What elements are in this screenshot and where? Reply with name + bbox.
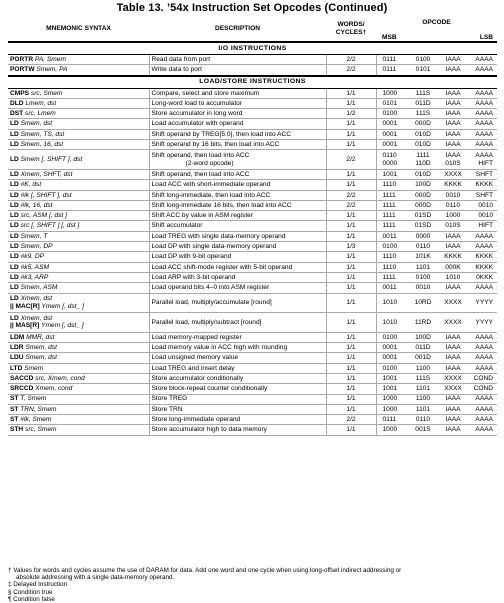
opcode-nibble-4: AAAA (466, 425, 497, 435)
mnemonic-cell: LD Xmem, dst || MAS[R] Ymem [, dst_ ] (8, 313, 149, 333)
opcode-nibble-3: XXXX (436, 373, 466, 383)
description-cell: Store block-repeat counter conditionally (149, 384, 326, 394)
opcode-nibble-4: KKKK (466, 252, 497, 262)
footnote-delayed: ‡ Delayed Instruction (8, 581, 68, 589)
opcode-nibble-3: IAAA (436, 119, 466, 129)
opcode-nibble-2: 1111 110D (406, 150, 436, 170)
opcode-nibble-3: IAAA (436, 109, 466, 119)
header-words-cycles: WORDS/ CYCLES† (326, 16, 376, 42)
table-row (8, 140, 497, 150)
opcode-nibble-3: IAAA (436, 404, 466, 414)
words-cycles-cell: 1/1 (326, 211, 376, 221)
opcode-nibble-3: IAAA (436, 394, 466, 404)
table-row (8, 242, 497, 252)
footnote-dagger: † Values for words and cycles assume the use of DARAM for data. Add one word and one cycle when using long-offset indirect addressing or (8, 567, 402, 574)
opcode-nibble-4: SHFT (466, 190, 497, 200)
words-cycles-cell: 1/1 (326, 293, 376, 313)
opcode-nibble-4: KKKK (466, 180, 497, 190)
opcode-nibble-2: 10RD (406, 293, 436, 313)
opcode-nibble-3: IAAA (436, 88, 466, 98)
opcode-nibble-1: 1110 (376, 180, 406, 190)
words-cycles-cell: 2/2 (326, 65, 376, 76)
opcode-nibble-4: AAAA (466, 109, 497, 119)
section-load-store-instructions: LOAD/STORE INSTRUCTIONS (8, 76, 497, 89)
description-cell: Parallel load, multiply/subtract [round] (149, 313, 326, 333)
opcode-nibble-4: AAAA (466, 119, 497, 129)
mnemonic-cell: LD Smem [, SHIFT ], dst (8, 150, 149, 170)
mnemonic-cell: LD Xmem, SHFT, dst (8, 169, 149, 179)
opcode-nibble-2: 1100 (406, 363, 436, 373)
opcode-nibble-2: 1101 (406, 404, 436, 414)
opcode-nibble-1: 1001 (376, 169, 406, 179)
opcode-nibble-1: 1110 (376, 252, 406, 262)
footnote-dagger-cont: absolute addressing with a single data-memory operand. (16, 574, 175, 582)
opcode-nibble-1: 1111 (376, 272, 406, 282)
opcode-nibble-1: 0100 (376, 109, 406, 119)
mnemonic-cell: ST #lk, Smem (8, 415, 149, 425)
opcode-nibble-4: AAAA (466, 332, 497, 342)
opcode-nibble-1: 1111 (376, 200, 406, 210)
opcode-nibble-3: IAAA (436, 242, 466, 252)
opcode-nibble-4: AAAA (466, 242, 497, 252)
mnemonic-cell: PORTW Smem, PA (8, 65, 149, 76)
opcode-nibble-4: AAAA (466, 88, 497, 98)
opcode-nibble-4: YYYY (466, 293, 497, 313)
opcode-nibble-2: 100D (406, 332, 436, 342)
words-cycles-cell: 1/1 (326, 272, 376, 282)
description-cell: Shift operand by 16 bits, then load into ACC (149, 140, 326, 150)
opcode-nibble-4: SHFT (466, 169, 497, 179)
table-row (8, 415, 497, 425)
description-cell: Compare, select and store maximum (149, 88, 326, 98)
table-row (8, 65, 497, 76)
opcode-nibble-2: 0110 (406, 242, 436, 252)
table-row (8, 425, 497, 435)
table-row (8, 98, 497, 108)
table-row (8, 169, 497, 179)
opcode-nibble-4: AAAA (466, 140, 497, 150)
opcode-nibble-3: 010S (436, 221, 466, 231)
opcode-nibble-2: 01SD (406, 221, 436, 231)
opcode-nibble-1: 1000 (376, 404, 406, 414)
opcode-nibble-3: IAAA (436, 353, 466, 363)
opcode-nibble-1: 0100 (376, 332, 406, 342)
opcode-nibble-2: 111S (406, 109, 436, 119)
table-row (8, 293, 497, 313)
mnemonic-cell: LD Smem, dst (8, 119, 149, 129)
table-row (8, 313, 497, 333)
words-cycles-cell: 1/1 (326, 88, 376, 98)
mnemonic-cell: SACCD src, Xmem, cond (8, 373, 149, 383)
description-cell: Store TRN (149, 404, 326, 414)
opcode-nibble-2: 000D (406, 200, 436, 210)
opcode-nibble-4: AAAA HIFT (466, 150, 497, 170)
opcode-nibble-2: 0110 (406, 415, 436, 425)
description-cell: Store accumulator high to data memory (149, 425, 326, 435)
opcode-nibble-4: 0KKK (466, 272, 497, 282)
table-row (8, 150, 497, 170)
opcode-nibble-4: 0010 (466, 211, 497, 221)
opcode-nibble-2: 000D (406, 119, 436, 129)
opcode-nibble-4: KKKK (466, 262, 497, 272)
description-cell: Load DP with single data-memory operand (149, 242, 326, 252)
mnemonic-cell: LD Smem, 16, dst (8, 140, 149, 150)
words-cycles-cell: 1/1 (326, 98, 376, 108)
description-cell: Shift accumulator (149, 221, 326, 231)
words-cycles-cell: 1/1 (326, 140, 376, 150)
opcode-nibble-4: 0010 (466, 200, 497, 210)
table-row (8, 221, 497, 231)
table-row (8, 272, 497, 282)
opcode-nibble-4: AAAA (466, 55, 497, 65)
opcode-nibble-2: 001D (406, 353, 436, 363)
description-cell: Store long-immediate operand (149, 415, 326, 425)
mnemonic-cell: LD #K, dst (8, 180, 149, 190)
words-cycles-cell: 1/1 (326, 262, 376, 272)
words-cycles-cell: 2/2 (326, 415, 376, 425)
opcode-nibble-1: 1110 (376, 262, 406, 272)
description-cell: Shift operand by TREG[5:0], then load into ACC (149, 129, 326, 139)
opcode-nibble-2: 100D (406, 180, 436, 190)
opcode-nibble-4: AAAA (466, 353, 497, 363)
opcode-nibble-4: COND (466, 384, 497, 394)
opcode-nibble-3: 0110 (436, 200, 466, 210)
mnemonic-cell: ST TRN, Smem (8, 404, 149, 414)
footnote-condition-true: § Condition true (8, 588, 53, 596)
words-cycles-cell: 1/1 (326, 353, 376, 363)
description-cell: Load operand bits 4–0 into ASM register (149, 283, 326, 293)
opcode-nibble-3: IAAA (436, 65, 466, 76)
description-cell: Load memory value in ACC high with rounding (149, 343, 326, 353)
opcode-nibble-3: IAAA (436, 415, 466, 425)
words-cycles-cell: 1/1 (326, 313, 376, 333)
table-row (8, 384, 497, 394)
mnemonic-cell: LD Smem, T (8, 231, 149, 241)
words-cycles-cell: 2/2 (326, 190, 376, 200)
opcode-nibble-1: 0001 (376, 343, 406, 353)
table-row (8, 129, 497, 139)
opcode-nibble-4: AAAA (466, 404, 497, 414)
table-row (8, 88, 497, 98)
words-cycles-cell: 2/2 (326, 200, 376, 210)
mnemonic-cell: LDM MMR, dst (8, 332, 149, 342)
opcode-nibble-2: 1101 (406, 262, 436, 272)
mnemonic-cell: ST T, Smem (8, 394, 149, 404)
opcode-nibble-2: 1101 (406, 384, 436, 394)
words-cycles-cell: 1/1 (326, 404, 376, 414)
opcode-nibble-1: 0011 (376, 283, 406, 293)
opcode-nibble-3: KKKK (436, 180, 466, 190)
opcode-nibble-3: XXXX (436, 293, 466, 313)
header-msb: MSB (376, 28, 406, 42)
opcode-nibble-4: YYYY (466, 313, 497, 333)
words-cycles-cell: 1/1 (326, 231, 376, 241)
table-row (8, 231, 497, 241)
table-row (8, 353, 497, 363)
description-cell: Shift long-immediate, then load into ACC (149, 190, 326, 200)
words-cycles-cell: 1/1 (326, 283, 376, 293)
table-row (8, 404, 497, 414)
opcode-nibble-1: 1010 (376, 313, 406, 333)
description-cell: Load TREG with single data-memory operand (149, 231, 326, 241)
opcode-nibble-3: KKKK (436, 252, 466, 262)
opcode-nibble-1: 0101 (376, 98, 406, 108)
opcode-nibble-4: AAAA (466, 98, 497, 108)
opcode-nibble-3: IAAA (436, 140, 466, 150)
mnemonic-cell: LD #k3, ARP (8, 272, 149, 282)
description-cell: Shift operand, then load into ACC (2-word opcode) (149, 150, 326, 170)
table-row (8, 211, 497, 221)
words-cycles-cell: 2/2 (326, 150, 376, 170)
opcode-nibble-3: XXXX (436, 384, 466, 394)
description-cell: Store TREG (149, 394, 326, 404)
opcode-nibble-1: 0100 (376, 242, 406, 252)
opcode-nibble-2: 011D (406, 98, 436, 108)
opcode-nibble-1: 1000 (376, 88, 406, 98)
opcode-nibble-3: 000K (436, 262, 466, 272)
words-cycles-cell: 1/1 (326, 119, 376, 129)
opcode-nibble-4: AAAA (466, 394, 497, 404)
description-cell: Write data to port (149, 65, 326, 76)
footnotes (8, 567, 498, 603)
words-cycles-cell: 1/1 (326, 425, 376, 435)
table-row (8, 332, 497, 342)
opcode-nibble-3: IAAA (436, 425, 466, 435)
words-cycles-cell: 1/1 (326, 221, 376, 231)
opcode-nibble-1: 1001 (376, 373, 406, 383)
description-cell: Load ACC shift-mode register with 5-bit operand (149, 262, 326, 272)
opcode-nibble-4: AAAA (466, 65, 497, 76)
words-cycles-cell: 1/1 (326, 129, 376, 139)
opcode-nibble-2: 111S (406, 88, 436, 98)
opcode-nibble-4: AAAA (466, 283, 497, 293)
mnemonic-cell: LD #k9, DP (8, 252, 149, 262)
description-cell: Load ARP with 3-bit operand (149, 272, 326, 282)
opcode-nibble-1: 0111 (376, 65, 406, 76)
words-cycles-cell: 2/2 (326, 55, 376, 65)
table-row (8, 190, 497, 200)
description-cell: Read data from port (149, 55, 326, 65)
table-row (8, 109, 497, 119)
opcode-nibble-1: 1001 (376, 384, 406, 394)
mnemonic-cell: LD #lk, 16, dst (8, 200, 149, 210)
words-cycles-cell: 1/1 (326, 394, 376, 404)
opcode-nibble-3: IAAA (436, 332, 466, 342)
table-row (8, 200, 497, 210)
opcode-nibble-2: 011D (406, 343, 436, 353)
opcode-nibble-3: IAAA (436, 98, 466, 108)
words-cycles-cell: 1/1 (326, 252, 376, 262)
mnemonic-cell: LD Smem, DP (8, 242, 149, 252)
table-row (8, 363, 497, 373)
opcode-nibble-3: IAAA (436, 363, 466, 373)
opcode-nibble-1: 0001 (376, 140, 406, 150)
mnemonic-cell: LDU Smem, dst (8, 353, 149, 363)
opcode-nibble-4: AAAA (466, 231, 497, 241)
mnemonic-cell: LD #lk [, SHIFT ], dst (8, 190, 149, 200)
opcode-nibble-3: IAAA (436, 283, 466, 293)
opcode-nibble-3: 0010 (436, 190, 466, 200)
mnemonic-cell: PORTR PA, Smem (8, 55, 149, 65)
mnemonic-cell: LD Smem, ASM (8, 283, 149, 293)
words-cycles-cell: 1/1 (326, 373, 376, 383)
mnemonic-cell: LTD Smem (8, 363, 149, 373)
mnemonic-cell: LD #k5, ASM (8, 262, 149, 272)
mnemonic-cell: SRCCD Xmem, cond (8, 384, 149, 394)
opcode-nibble-4: HIFT (466, 221, 497, 231)
opcode-nibble-2: 0100 (406, 55, 436, 65)
description-cell: Shift ACC by value in ASM register (149, 211, 326, 221)
description-cell: Load DP with 9-bit operand (149, 252, 326, 262)
opcode-nibble-1: 0111 (376, 55, 406, 65)
description-cell: Store accumulator conditionally (149, 373, 326, 383)
opcode-nibble-2: 111S (406, 373, 436, 383)
description-cell: Load ACC with short-immediate operand (149, 180, 326, 190)
description-cell: Load memory-mapped register (149, 332, 326, 342)
opcode-nibble-2: 000D (406, 190, 436, 200)
mnemonic-cell: CMPS src, Smem (8, 88, 149, 98)
words-cycles-cell: 1/1 (326, 169, 376, 179)
opcode-nibble-4: AAAA (466, 363, 497, 373)
opcode-nibble-2: 010D (406, 169, 436, 179)
opcode-nibble-2: 11RD (406, 313, 436, 333)
table-row (8, 262, 497, 272)
table-row (8, 180, 497, 190)
mnemonic-cell: DST src, Lmem (8, 109, 149, 119)
description-cell: Parallel load, multiply/accumulate [round] (149, 293, 326, 313)
mnemonic-cell: STH src, Smem (8, 425, 149, 435)
opcode-nibble-1: 1111 (376, 211, 406, 221)
section-io-instructions: I/O INSTRUCTIONS (8, 42, 497, 55)
table-row (8, 55, 497, 65)
opcode-nibble-1: 1000 (376, 394, 406, 404)
description-cell: Load accumulator with operand (149, 119, 326, 129)
mnemonic-cell: DLD Lmem, dst (8, 98, 149, 108)
header-lsb: LSB (466, 28, 497, 42)
opcode-nibble-1: 0100 (376, 363, 406, 373)
header-opcode: OPCODE (422, 18, 451, 26)
description-cell: Load TREG and insert delay (149, 363, 326, 373)
opcode-nibble-4: COND (466, 373, 497, 383)
opcode-nibble-3: IAAA (436, 129, 466, 139)
description-cell: Store accumulator in long word (149, 109, 326, 119)
words-cycles-cell: 1/3 (326, 242, 376, 252)
opcode-table (8, 16, 497, 436)
header-mnemonic: MNEMONIC SYNTAX (8, 16, 149, 42)
description-cell: Long-word load to accumulator (149, 98, 326, 108)
opcode-nibble-3: XXXX (436, 313, 466, 333)
table-row (8, 119, 497, 129)
words-cycles-cell: 1/1 (326, 384, 376, 394)
mnemonic-cell: LDR Smem, dst (8, 343, 149, 353)
words-cycles-cell: 1/1 (326, 363, 376, 373)
table-row (8, 343, 497, 353)
opcode-nibble-3: 1000 (436, 211, 466, 221)
words-cycles-cell: 1/1 (326, 332, 376, 342)
words-cycles-cell: 1/1 (326, 180, 376, 190)
opcode-nibble-1: 1111 (376, 190, 406, 200)
opcode-nibble-1: 0110 0000 (376, 150, 406, 170)
footnote-condition-false: ¶ Condition false (8, 595, 55, 603)
opcode-nibble-1: 0001 (376, 129, 406, 139)
opcode-nibble-2: 010D (406, 140, 436, 150)
description-cell: Shift operand, then load into ACC (149, 169, 326, 179)
opcode-nibble-3: 1010 (436, 272, 466, 282)
opcode-nibble-3: IAAA (436, 55, 466, 65)
mnemonic-cell: LD Smem, TS, dst (8, 129, 149, 139)
opcode-nibble-4: AAAA (466, 129, 497, 139)
opcode-nibble-2: 010D (406, 129, 436, 139)
mnemonic-cell: LD src, ASM [, dst ] (8, 211, 149, 221)
table-row (8, 252, 497, 262)
opcode-nibble-2: 01SD (406, 211, 436, 221)
table-title: Table 13. ’54x Instruction Set Opcodes (Continued) (116, 2, 388, 14)
opcode-nibble-3: IAAA 010S (436, 150, 466, 170)
table-row (8, 283, 497, 293)
table-row (8, 394, 497, 404)
opcode-nibble-1: 0001 (376, 353, 406, 363)
opcode-nibble-1: 0001 (376, 119, 406, 129)
opcode-nibble-1: 1010 (376, 293, 406, 313)
opcode-nibble-2: 101K (406, 252, 436, 262)
opcode-nibble-2: 0100 (406, 272, 436, 282)
opcode-nibble-1: 0011 (376, 231, 406, 241)
opcode-nibble-4: AAAA (466, 343, 497, 353)
words-cycles-cell: 1/1 (326, 343, 376, 353)
table-row (8, 373, 497, 383)
opcode-nibble-1: 1111 (376, 221, 406, 231)
description-cell: Load unsigned memory value (149, 353, 326, 363)
description-cell: Shift long-immediate 16 bits, then load into ACC (149, 200, 326, 210)
opcode-nibble-3: XXXX (436, 169, 466, 179)
opcode-nibble-2: 0000 (406, 231, 436, 241)
opcode-nibble-3: IAAA (436, 343, 466, 353)
mnemonic-cell: LD src [, SHIFT ] [, dst ] (8, 221, 149, 231)
header-description: DESCRIPTION (149, 16, 326, 42)
opcode-nibble-1: 0111 (376, 415, 406, 425)
opcode-nibble-2: 0010 (406, 283, 436, 293)
opcode-nibble-3: IAAA (436, 231, 466, 241)
opcode-nibble-4: AAAA (466, 415, 497, 425)
words-cycles-cell: 1/2 (326, 109, 376, 119)
opcode-nibble-2: 1100 (406, 394, 436, 404)
opcode-nibble-2: 0101 (406, 65, 436, 76)
opcode-nibble-1: 1000 (376, 425, 406, 435)
opcode-nibble-2: 001S (406, 425, 436, 435)
mnemonic-cell: LD Xmem, dst || MAC[R] Ymem [, dst_ ] (8, 293, 149, 313)
